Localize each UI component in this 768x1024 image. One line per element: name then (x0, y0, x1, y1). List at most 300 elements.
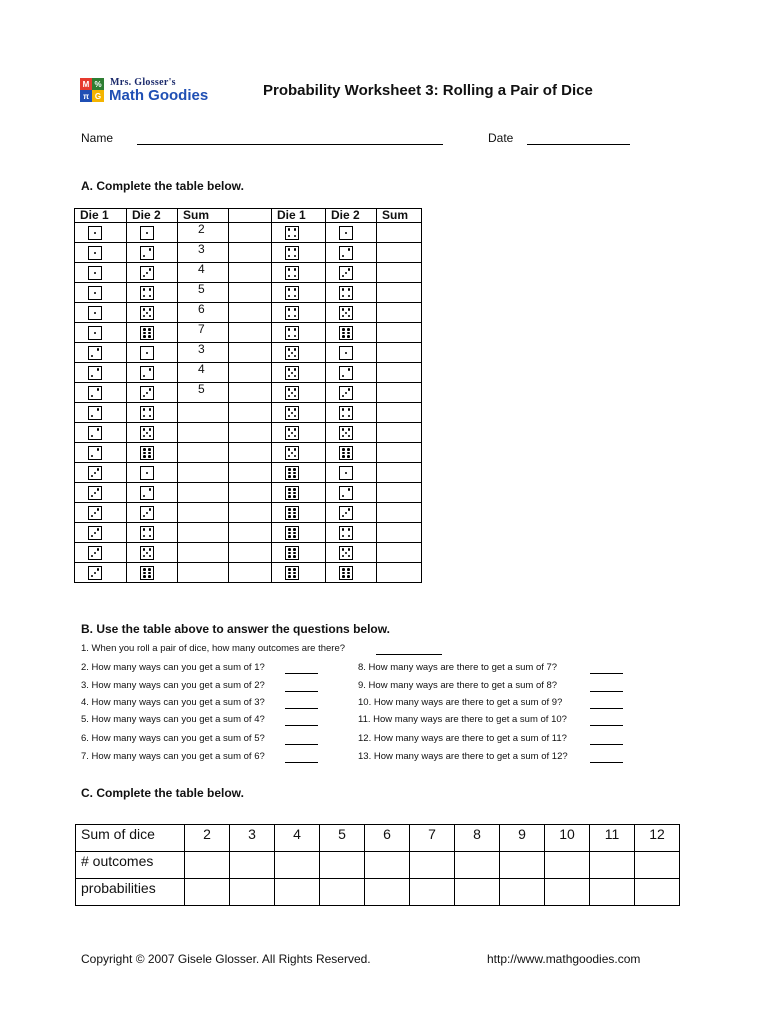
die-pip (143, 395, 146, 398)
die2-cell (326, 503, 377, 523)
sum-cell[interactable] (377, 503, 422, 523)
sum-cell[interactable] (178, 503, 229, 523)
die-pip (347, 332, 350, 335)
die-pip (294, 408, 297, 411)
answer-blank-1[interactable] (376, 654, 442, 655)
die-pip (294, 255, 297, 258)
die-pip (342, 375, 345, 378)
die1-cell (272, 543, 326, 563)
die-pip (291, 432, 294, 435)
die-pip (342, 572, 345, 575)
table-row (76, 879, 680, 906)
die1-cell (75, 263, 127, 283)
die-pip (294, 388, 297, 391)
die-face-3-icon (88, 506, 102, 520)
die-face-3-icon (88, 566, 102, 580)
die-pip (342, 568, 345, 571)
sum-cell[interactable] (178, 483, 229, 503)
die-pip (288, 288, 291, 291)
die-pip (345, 232, 348, 235)
sum-cell[interactable] (377, 363, 422, 383)
table-row (75, 363, 422, 383)
answer-blank-11[interactable] (590, 725, 623, 726)
die1-cell (75, 243, 127, 263)
die-pip (94, 292, 97, 295)
sum-cell[interactable] (178, 563, 229, 583)
sum-cell[interactable]: 7 (178, 323, 229, 343)
die-pip (342, 408, 345, 411)
die1-cell (272, 443, 326, 463)
sum-cell[interactable]: 3 (178, 243, 229, 263)
answer-blank-2[interactable] (285, 673, 318, 674)
die-pip (288, 492, 291, 495)
die-pip (143, 408, 146, 411)
website-link[interactable]: http://www.mathgoodies.com (487, 952, 641, 966)
die-pip (291, 412, 294, 415)
sum-cell[interactable] (377, 383, 422, 403)
answer-blank-6[interactable] (285, 744, 318, 745)
die-pip (146, 232, 149, 235)
die-pip (348, 548, 351, 551)
die-face-6-icon (339, 566, 353, 580)
table-row (75, 283, 422, 303)
answer-blank-8[interactable] (590, 673, 623, 674)
answer-blank-3[interactable] (285, 691, 318, 692)
probability-cell[interactable] (410, 879, 455, 906)
outcomes-cell[interactable] (545, 852, 590, 879)
sum-cell[interactable] (377, 243, 422, 263)
die-pip (143, 572, 146, 575)
die2-cell (326, 363, 377, 383)
die1-cell (75, 463, 127, 483)
die-pip (149, 535, 152, 538)
sum-cell[interactable] (178, 423, 229, 443)
outcomes-cell[interactable] (410, 852, 455, 879)
spacer-cell (229, 363, 272, 383)
table-row (75, 523, 422, 543)
section-b-heading: B. Use the table above to answer the questions below. (81, 622, 390, 636)
die-pip (293, 535, 296, 538)
die-pip (143, 332, 146, 335)
die-face-2-icon (88, 346, 102, 360)
die-pip (293, 555, 296, 558)
sum-header-cell: 12 (635, 825, 680, 852)
die-pip (288, 495, 291, 498)
outcomes-cell[interactable] (590, 852, 635, 879)
die-pip (293, 495, 296, 498)
die-pip (294, 228, 297, 231)
answer-blank-10[interactable] (590, 708, 623, 709)
die-pip (94, 512, 97, 515)
outcomes-cell[interactable] (500, 852, 545, 879)
answer-blank-12[interactable] (590, 744, 623, 745)
probability-cell[interactable] (500, 879, 545, 906)
die1-cell (75, 303, 127, 323)
table-row (75, 383, 422, 403)
die-face-4-icon (285, 286, 299, 300)
name-field[interactable] (137, 144, 443, 145)
die1-cell (75, 443, 127, 463)
die2-cell (127, 423, 178, 443)
die-pip (342, 308, 345, 311)
die-pip (97, 508, 100, 511)
copyright-text: Copyright © 2007 Gisele Glosser. All Rights Reserved. (81, 952, 371, 966)
die-pip (149, 548, 152, 551)
die-face-1-icon (88, 226, 102, 240)
die-pip (288, 348, 291, 351)
die-pip (149, 388, 152, 391)
die-pip (97, 568, 100, 571)
die2-cell (326, 483, 377, 503)
die-face-3-icon (88, 486, 102, 500)
die-face-1-icon (88, 326, 102, 340)
die2-cell (326, 543, 377, 563)
die-pip (143, 335, 146, 338)
die-pip (94, 472, 97, 475)
sum-cell[interactable]: 4 (178, 263, 229, 283)
die-pip (149, 295, 152, 298)
die-pip (342, 575, 345, 578)
die1-cell (75, 543, 127, 563)
die-pip (148, 335, 151, 338)
spacer-cell (229, 303, 272, 323)
die-pip (91, 515, 94, 518)
die-pip (294, 455, 297, 458)
die-pip (348, 428, 351, 431)
die-face-5-icon (140, 426, 154, 440)
die-face-6-icon (140, 566, 154, 580)
table-row (75, 503, 422, 523)
sum-cell[interactable] (377, 343, 422, 363)
die2-cell (127, 483, 178, 503)
die-pip (294, 415, 297, 418)
date-field[interactable] (527, 144, 630, 145)
sum-cell[interactable] (377, 283, 422, 303)
table-row (75, 243, 422, 263)
sum-cell[interactable] (377, 263, 422, 283)
die-pip (288, 308, 291, 311)
die-pip (97, 388, 100, 391)
sum-header-cell: 11 (590, 825, 635, 852)
die-pip (143, 515, 146, 518)
die-pip (149, 268, 152, 271)
die2-cell (127, 463, 178, 483)
die-pip (149, 288, 152, 291)
die-pip (342, 328, 345, 331)
die2-cell (127, 243, 178, 263)
die-pip (143, 528, 146, 531)
die-pip (94, 532, 97, 535)
die-face-1-icon (88, 266, 102, 280)
probability-cell[interactable] (455, 879, 500, 906)
die-face-6-icon (285, 466, 299, 480)
sum-cell[interactable] (377, 523, 422, 543)
sum-cell[interactable] (377, 463, 422, 483)
die-face-5-icon (339, 546, 353, 560)
name-label: Name (81, 131, 114, 145)
logo-tile-icon: M (80, 78, 92, 90)
header-die1: Die 1 (75, 209, 127, 223)
die-pip (149, 315, 152, 318)
die-pip (146, 472, 149, 475)
die-pip (342, 335, 345, 338)
die-pip (294, 448, 297, 451)
table-row (75, 403, 422, 423)
table-row (75, 263, 422, 283)
answer-blank-13[interactable] (590, 762, 623, 763)
die-pip (143, 575, 146, 578)
question-text: 12. How many ways are there to get a sum of 11? (358, 733, 567, 744)
die-pip (148, 328, 151, 331)
die-pip (143, 495, 146, 498)
question-9 (358, 680, 557, 691)
die-pip (293, 488, 296, 491)
die-pip (97, 468, 100, 471)
die1-cell (75, 523, 127, 543)
sum-cell[interactable] (377, 323, 422, 343)
die1-cell (75, 343, 127, 363)
die-pip (294, 315, 297, 318)
page-title: Probability Worksheet 3: Rolling a Pair of Dice (263, 82, 593, 99)
die-pip (288, 368, 291, 371)
sum-cell[interactable]: 4 (178, 363, 229, 383)
die2-cell (326, 463, 377, 483)
die-pip (288, 435, 291, 438)
sum-cell[interactable] (178, 403, 229, 423)
sum-cell[interactable] (377, 483, 422, 503)
row-label: probabilities (76, 879, 185, 906)
die-pip (94, 332, 97, 335)
sum-cell[interactable] (377, 403, 422, 423)
sum-cell[interactable] (377, 543, 422, 563)
probability-cell[interactable] (590, 879, 635, 906)
answer-blank-4[interactable] (285, 708, 318, 709)
sum-cell[interactable]: 3 (178, 343, 229, 363)
sum-cell[interactable]: 5 (178, 383, 229, 403)
die1-cell (272, 303, 326, 323)
sum-header-cell: 7 (410, 825, 455, 852)
outcomes-cell[interactable] (185, 852, 230, 879)
question-11 (358, 714, 567, 725)
die-pip (348, 415, 351, 418)
answer-blank-7[interactable] (285, 762, 318, 763)
die-pip (149, 428, 152, 431)
die-face-5-icon (285, 386, 299, 400)
table-row (75, 563, 422, 583)
date-label: Date (488, 131, 514, 145)
die-pip (91, 495, 94, 498)
probability-table (75, 824, 680, 906)
die-pip (288, 268, 291, 271)
spacer-cell (229, 543, 272, 563)
die-pip (288, 328, 291, 331)
outcomes-cell[interactable] (365, 852, 410, 879)
die-pip (348, 555, 351, 558)
die-face-5-icon (285, 446, 299, 460)
die1-cell (75, 283, 127, 303)
table-header-row (75, 209, 422, 223)
die-pip (143, 548, 146, 551)
die-pip (149, 555, 152, 558)
sum-cell[interactable]: 6 (178, 303, 229, 323)
sum-cell[interactable] (377, 423, 422, 443)
probability-cell[interactable] (275, 879, 320, 906)
die2-cell (326, 563, 377, 583)
probability-cell[interactable] (545, 879, 590, 906)
sum-cell[interactable] (377, 563, 422, 583)
die-face-2-icon (88, 406, 102, 420)
probability-cell[interactable] (320, 879, 365, 906)
die-pip (91, 475, 94, 478)
die-pip (149, 528, 152, 531)
die2-cell (127, 283, 178, 303)
sum-cell[interactable]: 5 (178, 283, 229, 303)
question-text: 10. How many ways are there to get a sum of 9? (358, 697, 563, 708)
die2-cell (127, 503, 178, 523)
die2-cell (127, 223, 178, 243)
die2-cell (326, 263, 377, 283)
table-row (75, 323, 422, 343)
question-7 (81, 751, 265, 762)
die-pip (342, 428, 345, 431)
spacer-cell (229, 383, 272, 403)
die-face-4-icon (339, 406, 353, 420)
die2-cell (326, 323, 377, 343)
sum-header-cell: 8 (455, 825, 500, 852)
die1-cell (75, 503, 127, 523)
row-label: Sum of dice (76, 825, 185, 852)
die-face-6-icon (285, 526, 299, 540)
die-pip (143, 435, 146, 438)
outcomes-cell[interactable] (320, 852, 365, 879)
die1-cell (75, 323, 127, 343)
die-face-3-icon (339, 506, 353, 520)
die-pip (342, 452, 345, 455)
sum-cell[interactable] (178, 443, 229, 463)
sum-header-cell: 9 (500, 825, 545, 852)
die-pip (345, 472, 348, 475)
die-face-3-icon (339, 266, 353, 280)
die-pip (288, 408, 291, 411)
die-pip (288, 428, 291, 431)
die2-cell (127, 403, 178, 423)
die-pip (347, 572, 350, 575)
question-2 (81, 662, 265, 673)
die-pip (293, 528, 296, 531)
die-pip (146, 512, 149, 515)
die-face-5-icon (285, 406, 299, 420)
outcomes-cell[interactable] (275, 852, 320, 879)
die-face-2-icon (140, 486, 154, 500)
sum-header-cell: 5 (320, 825, 365, 852)
probability-cell[interactable] (230, 879, 275, 906)
die-pip (91, 415, 94, 418)
die-pip (146, 552, 149, 555)
die1-cell (75, 563, 127, 583)
table-row (75, 303, 422, 323)
sum-cell[interactable]: 2 (178, 223, 229, 243)
die-pip (146, 312, 149, 315)
die-pip (293, 572, 296, 575)
die-pip (294, 435, 297, 438)
die-pip (288, 568, 291, 571)
die2-cell (326, 383, 377, 403)
sum-cell[interactable] (178, 463, 229, 483)
spacer-cell (229, 483, 272, 503)
die-pip (342, 535, 345, 538)
probability-cell[interactable] (365, 879, 410, 906)
die1-cell (75, 363, 127, 383)
die-pip (143, 568, 146, 571)
die2-cell (326, 403, 377, 423)
die-pip (149, 435, 152, 438)
sum-cell[interactable] (377, 443, 422, 463)
sum-cell[interactable] (178, 543, 229, 563)
sum-cell[interactable] (377, 223, 422, 243)
answer-blank-9[interactable] (590, 691, 623, 692)
die-pip (97, 528, 100, 531)
outcomes-cell[interactable] (455, 852, 500, 879)
die-pip (146, 432, 149, 435)
die-face-2-icon (339, 246, 353, 260)
probability-cell[interactable] (635, 879, 680, 906)
die-pip (294, 395, 297, 398)
die1-cell (272, 243, 326, 263)
die-pip (342, 288, 345, 291)
die-pip (288, 315, 291, 318)
logo-tiles (80, 78, 104, 102)
die-pip (148, 572, 151, 575)
answer-blank-5[interactable] (285, 725, 318, 726)
die-pip (288, 228, 291, 231)
die-face-3-icon (140, 506, 154, 520)
sum-header-cell: 4 (275, 825, 320, 852)
die-pip (348, 315, 351, 318)
die-face-1-icon (140, 346, 154, 360)
die1-cell (75, 403, 127, 423)
sum-cell[interactable] (377, 303, 422, 323)
sum-cell[interactable] (178, 523, 229, 543)
question-13 (358, 751, 568, 762)
die-pip (345, 392, 348, 395)
die2-cell (326, 223, 377, 243)
die-pip (91, 535, 94, 538)
table-row (75, 423, 422, 443)
table-row (75, 223, 422, 243)
die-pip (94, 492, 97, 495)
die1-cell (75, 423, 127, 443)
die-pip (288, 528, 291, 531)
die2-cell (326, 423, 377, 443)
die-pip (347, 575, 350, 578)
question-12 (358, 733, 567, 744)
spacer-cell (229, 323, 272, 343)
outcomes-cell[interactable] (230, 852, 275, 879)
die-pip (91, 395, 94, 398)
die-face-3-icon (88, 546, 102, 560)
die-pip (294, 428, 297, 431)
die-pip (288, 455, 291, 458)
probability-cell[interactable] (185, 879, 230, 906)
table-row (75, 463, 422, 483)
die-pip (345, 312, 348, 315)
die-face-6-icon (339, 326, 353, 340)
die2-cell (326, 523, 377, 543)
math-goodies-logo (80, 78, 230, 106)
outcomes-cell[interactable] (635, 852, 680, 879)
die1-cell (272, 283, 326, 303)
header-die1: Die 1 (272, 209, 326, 223)
